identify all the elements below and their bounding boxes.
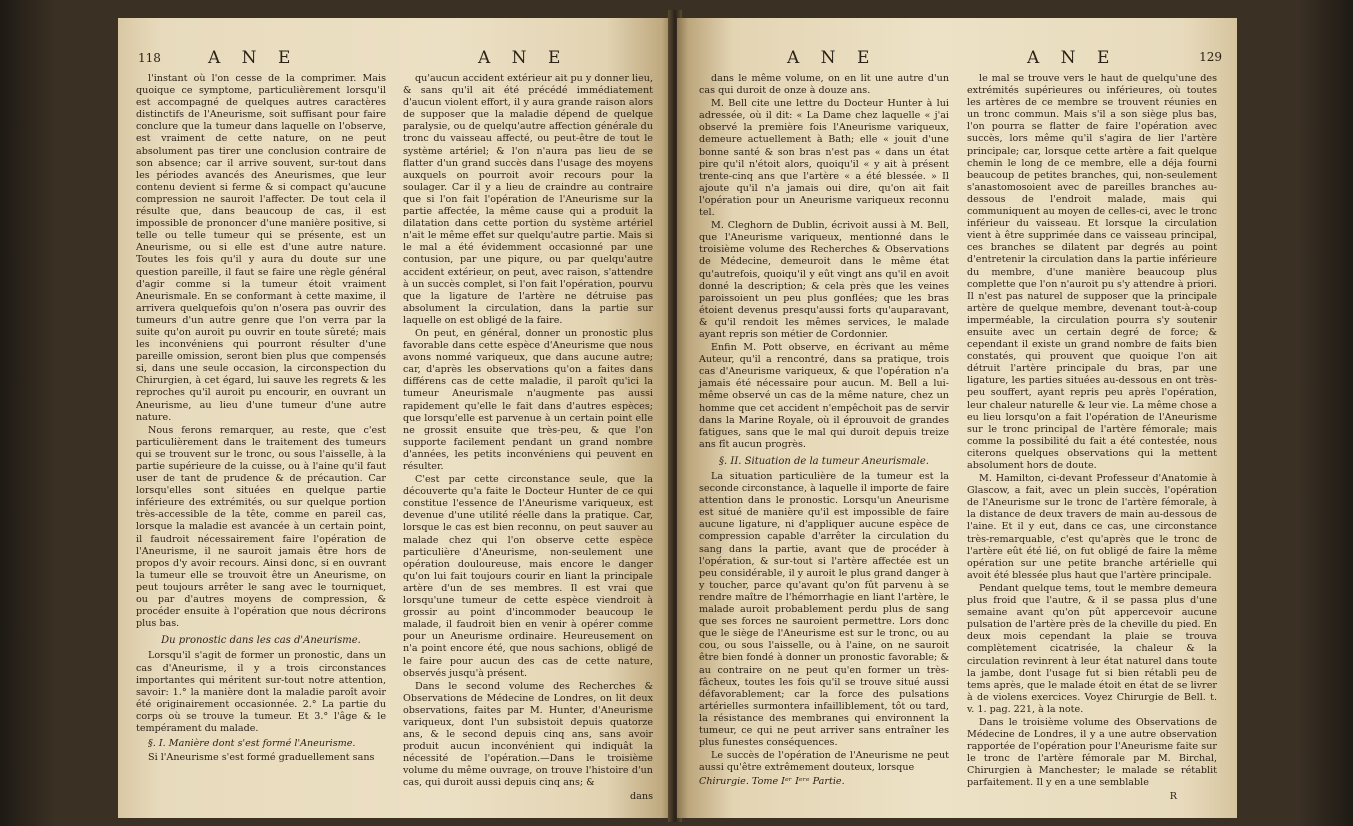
paragraph: On peut, en général, donner un pronostic plus favorable dans cette espèce d'Aneurisme que nous avons nommé variqueux, que dans aucune autre; car, d'après les observations qu'on a faites dans différens cas de cette maladie, il paroît qu'ici la tumeur Aneurismale n'augmente pas aussi rapidement qu'elle le fait dans d'autres espèces; que lorsqu'elle est parvenue à un certain point elle ne grossit ensuite que très-peu, & que l'on supporte facilement pendant un grand nombre d'années, les petits inconvéniens qui peuvent en résulter. [403,327,653,472]
paragraph: M. Hamilton, ci-devant Professeur d'Anatomie à Glascow, a fait, avec un plein succès, l'opération de l'Aneurisme sur le tronc de l'artère fémorale, à la distance de deux travers de main au-dessous de l'aine. Et il y eut, dans ce cas, une circonstance très-remarquable, c'est qu'après que le tronc de l'artère eût été lié, on fut obligé de faire la même opération sur une petite branche artérielle qui avoit été blessée plus haut que l'artère principale. [967,473,1217,581]
left-page-column-2 [403,73,653,803]
paragraph: le mal se trouve vers le haut de quelqu'une des extrémités supérieures ou inférieures, où toutes les artères de ce membre se trouvent réunies en un tronc commun. Mais s'il a son siège plus bas, l'on pourra se flatter de faire l'opération avec succès, lors même qu'il s'agira de lier l'artère principale; car, lorsque cette artère a fait quelque chemin le long de ce membre, elle a déja fourni beaucoup de petites branches, qui, non-seulement s'anastomosoient avec de pareilles branches au-dessous de l'endroit malade, mais qui communiquent au moyen de celles-ci, avec le tronc inférieur du vaisseau. Et lorsque la circulation vient à être supprimée dans ce vaisseau principal, ces branches se dilatent par degrés au point d'entretenir la circulation dans la partie inférieure du membre, d'une manière beaucoup plus complette que l'on n'auroit pu s'y attendre à priori. Il n'est pas naturel de supposer que la principale artère de quelque membre, devenant tout-à-coup imperméable, la circulation pourra s'y soutenir ensuite avec un certain degré de force; & cependant il existe un grand nombre de faits bien constatés, qui prouvent que quoique l'on ait détruit l'artère principale du bras, par une ligature, les parties situées au-dessous en ont très-peu souffert, ayant repris peu après l'opération, leur chaleur naturelle & leur vie. La même chose a eu lieu lorsqu'on a fait l'opération de l'Aneurisme sur le tronc principal de l'artère fémorale; mais comme la possibilité du fait a été contestée, nous citerons quelques observations qui la mettent absolument hors de doute. [967,73,1217,471]
paragraph: M. Bell cite une lettre du Docteur Hunter à lui adressée, où il dit: « La Dame chez laquelle « j'ai observé la première fois l'Aneurisme variqueux, demeure actuellement à Bath; elle « jouit d'une bonne santé & son bras n'est pas « dans un état pire qu'il n'étoit alors, quoiqu'il « y ait à présent trente-cinq ans que l'artère « a été blessée. » Il ajoute qu'il n'a jamais oui dire, qu'on ait fait l'opération pour un Aneurisme variqueux reconnu tel. [699,98,949,219]
paragraph: dans le même volume, on en lit une autre d'un cas qui duroit de onze à douze ans. [699,73,949,97]
paragraph: Nous ferons remarquer, au reste, que c'est particulièrement dans le traitement des tumeurs qui se trouvent sur le tronc, ou sous l'aisselle, à la partie supérieure de la cuisse, ou à l'aine qu'il faut user de tant de prudence & de précaution. Car lorsqu'elles sont situées en quelque partie inférieure des extrémités, ou sur quelque portion très-accessible de la tête, comme en pareil cas, lorsque la maladie est avancée à un certain point, il faudroit nécessairement faire l'opération de l'Aneurisme, il ne sauroit jamais être hors de propos d'y avoir recours. Ainsi donc, si en ouvrant la tumeur elle se trouvoit être un Aneurisme, on peut toujours arrêter le sang avec le tourniquet, ou par d'autres moyens de compression, & procéder ensuite à l'opération que nous décrirons plus bas. [136,424,386,630]
left-page-header [138,48,658,66]
page-footer: Chirurgie. Tome Iᵉʳ Iᵉʳᵉ Partie. [699,776,845,788]
subsection-title: §. I. Manière dont s'est formé l'Aneurisme. [148,738,356,750]
right-page [677,18,1237,818]
signature-mark: R [1169,790,1177,802]
right-header-word: A N E [1027,48,1118,68]
right-page-column-2 [967,73,1217,803]
paragraph: C'est par cette circonstance seule, que la découverte qu'a faite le Docteur Hunter de ce qui constitue l'essence de l'Aneurisme variqueux, est devenue d'une utilité réelle dans la pratique. Car, lorsque le cas est bien reconnu, on peut sauver au malade chez qui l'on observe cette espèce particulière d'Aneurisme, non-seulement une opération douloureuse, mais encore le danger qu'on lui fait toujours courir en liant la principale artère d'un de ses membres. Il est vrai que lorsqu'une tumeur de cette espèce viendroit à grossir au point d'incommoder beaucoup le malade, il faudroit bien en venir à opérer comme pour un Aneurisme ordinaire. Heureusement on n'a point encore été, que nous sachions, obligé de le faire pour aucun des cas de cette nature, observés jusqu'à présent. [403,474,653,679]
paragraph: Le succès de l'opération de l'Aneurisme ne peut aussi qu'être extrêmement douteux, lorsque [699,750,949,774]
left-page-number: 118 [138,51,161,65]
left-page [118,18,673,818]
left-page-column-1 [136,73,386,765]
paragraph: Dans le second volume des Recherches & Observations de Médecine de Londres, on lit deux observations, faites par M. Hunter, d'Aneurisme variqueux, dont l'un subsistoit depuis quatorze ans, & le second depuis cinq ans, sans avoir produit aucun inconvénient qui indiquât la nécessité de l'opération.—Dans le troisième volume du même ouvrage, on trouve l'histoire d'un cas, qui duroit aussi depuis cinq ans; & [403,680,653,789]
right-header-word-center: A N E [787,48,878,68]
paragraph: Enfin M. Pott observe, en écrivant au même Auteur, qu'il a rencontré, dans sa pratique, trois cas d'Aneurisme variqueux, & que l'opération n'a jamais été nécessaire pour aucun. M. Bell a lui-même observé un cas de la même nature, chez un homme que cet accident n'empêchoit pas de servir dans la Marine Royale, où il éprouvoit de grandes fatigues, sans que le mal qui duroit depuis treize ans fît aucun progrès. [699,342,949,450]
left-header-word: A N E [208,48,299,68]
section-title: §. II. Situation de la tumeur Aneurismale. [719,455,929,467]
paragraph: M. Cleghorn de Dublin, écrivoit aussi à M. Bell, que l'Aneurisme variqueux, mentionné dans le troisième volume des Recherches & Observations de Médecine, demeuroit dans le même état qu'autrefois, quoiqu'il y eût vingt ans qu'il en avoit donné la description; & cela près que les veines paroissoient un peu plus gonflées; que les bras étoient devenus presqu'aussi forts qu'auparavant, & qu'il rendoit les mêmes services, le malade ayant repris son métier de Cordonnier. [699,220,949,340]
paragraph: l'instant où l'on cesse de la comprimer. Mais quoique ce symptome, particulièrement lorsqu'il est accompagné de quelques autres caractères distinctifs de l'Aneurisme, soit suffisant pour faire conclure que la tumeur dans laquelle on l'observe, est vraiment de cette nature, on ne peut absolument pas tirer une conclusion contraire de son absence; car il arrive souvent, sur-tout dans les périodes avancés des Aneurismes, que leur contenu devient si ferme & si compact qu'aucune compression ne sauroit l'affecter. De tout cela il résulte que, dans beaucoup de cas, il est impossible de prononcer d'une manière positive, si telle ou telle tumeur qui se présente, est un Aneurisme, ou si elle est d'une autre nature. Toutes les fois qu'il y aura du doute sur une question pareille, il faut se faire une règle général d'agir comme si la tumeur étoit vraiment Aneurismale. En se conformant à cette maxime, il arrivera quelquefois qu'on n'osera pas ouvrir des tumeurs d'un autre genre que l'on verra par la suite qu'on auroit pu ouvrir en toute sûreté; mais les inconvéniens qui pourront résulter d'une pareille omission, seront bien plus que compensés si, dans une seule occasion, la circonspection du Chirurgien, à cet égard, lui sauve les regrets & les reproches qu'il auroit pu encourir, en ouvrant un Aneurisme, au lieu d'une tumeur d'une autre nature. [136,73,386,423]
paragraph: Lorsqu'il s'agit de former un pronostic, dans un cas d'Aneurisme, il y a trois circonstances importantes qui méritent sur-tout notre attention, savoir: 1.° la manière dont la maladie paroît avoir été originairement occasionnée. 2.° La partie du corps où se trouve la tumeur. Et 3.° l'âge & le tempérament du malade. [136,650,386,734]
left-header-word-center: A N E [478,48,569,68]
paragraph: La situation particulière de la tumeur est la seconde circonstance, à laquelle il importe de faire attention dans le pronostic. Lorsqu'un Aneurisme est situé de manière qu'il est impossible de faire aucune ligature, ni d'appliquer aucune espèce de compression capable d'arrêter la circulation du sang dans la partie, avant que de procéder à l'opération, & sur-tout si l'artère affectée est un peu considérable, il y auroit le plus grand danger à y toucher, parce qu'avant qu'on fût parvenu à se rendre maître de l'hémorrhagie en liant l'artère, le malade auroit probablement perdu plus de sang que ses forces ne sauroient permettre. Lors donc que le siège de l'Aneurisme est sur le tronc, ou au cou, ou sous l'aisselle, ou à l'aine, on ne sauroit être bien fondé à donner un pronostic favorable; & au contraire on ne peut qu'en former un très-fâcheux, toutes les fois qu'il se trouve situé aussi défavorablement; car la force des pulsations artérielles surmontera infailliblement, tôt ou tard, la résistance des membranes qui environnent la tumeur, ce qui ne peut arriver sans entraîner les plus funestes conséquences. [699,471,949,749]
right-page-column-1 [699,73,949,788]
paragraph: Si l'Aneurisme s'est formé graduellement sans [148,752,375,764]
right-page-number: 129 [1199,50,1222,64]
paragraph: Pendant quelque tems, tout le membre demeura plus froid que l'autre, & il se passa plus d'une semaine avant qu'on pût appercevoir aucune pulsation de l'artère près de la cheville du pied. En deux mois cependant la plaie se trouva complètement cicatrisée, la chaleur & la circulation revinrent à leur état naturel dans toute la jambe, dont l'usage fut si bien rétabli peu de tems après, que le malade étoit en état de se livrer à de violens exercices. Voyez Chirurgie de Bell. t. v. 1. pag. 221, à la note. [967,582,1217,715]
catchword: dans [630,790,653,802]
section-title: Du pronostic dans les cas d'Aneurisme. [161,635,361,647]
paragraph: Dans le troisième volume des Observations de Médecine de Londres, il y a une autre observation rapportée de l'opération pour l'Aneurisme faite sur le tronc de l'artère fémorale par M. Birchal, Chirurgien à Manchester; le malade se rétablit parfaitement. Il y en a une semblable [967,716,1217,789]
paragraph: qu'aucun accident extérieur ait pu y donner lieu, & sans qu'il ait été précédé immédiatement d'aucun violent effort, il y aura grande raison alors de supposer que la maladie dépend de quelque paralysie, ou de quelqu'autre affection générale du tronc du vaisseau affecté, ou peut-être de tout le système artériel; & l'on n'aura pas lieu de se flatter d'un grand succès dans l'usage des moyens auxquels on pourroit avoir recours pour la soulager. Car il y a lieu de craindre au contraire que si l'on fait l'opération de l'Aneurisme sur la partie affectée, la même cause qui a produit la dilatation dans cette portion du système artériel n'ait le même effet sur quelqu'autre partie. Mais si le mal a été évidemment occasionné par une contusion, par une piqure, ou par quelqu'autre accident extérieur, on peut, avec raison, s'attendre à un succès complet, si l'on fait l'opération, pourvu que la ligature de l'artère ne détruise pas absolument la circulation, dans la partie sur laquelle on est obligé de la faire. [403,73,654,326]
